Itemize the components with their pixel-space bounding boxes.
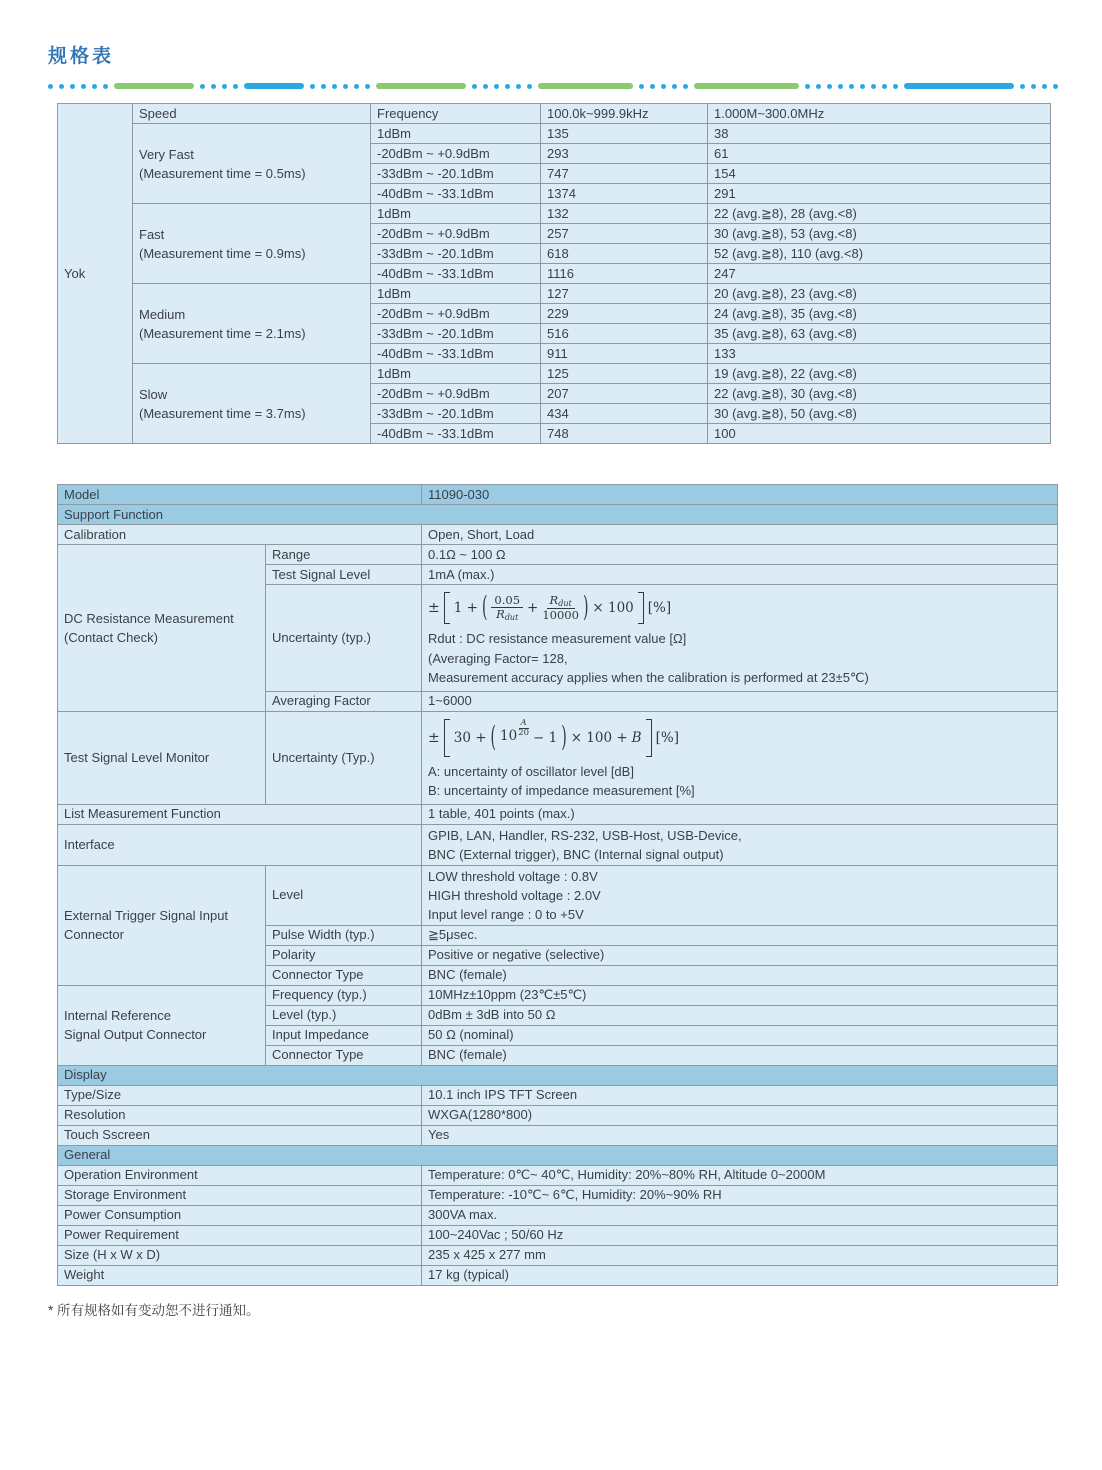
table-row xyxy=(58,284,1051,304)
table-row xyxy=(58,1185,1058,1205)
dc-uncertainty-cell: ± 1 + ( $\frac{0.05}{\text{Rdut}}$ + $\frac{\text{Rdut}}{10000}$ ) × 100 [%] Rdut : DC resistance measurement value [Ω] (Averaging Factor= 128, Measurement accuracy applies when the calibration is performed at 23±5℃) xyxy=(422,585,1058,692)
value-cell: 22 (avg.≧8), 30 (avg.<8) xyxy=(708,384,1051,404)
group-name: Fast xyxy=(139,226,165,242)
spec-table xyxy=(57,484,1058,1286)
value-cell: 747 xyxy=(541,164,708,184)
table-row xyxy=(58,364,1051,384)
sub-label: Level (typ.) xyxy=(266,1005,422,1025)
value-cell: 35 (avg.≧8), 63 (avg.<8) xyxy=(708,324,1051,344)
tsl-uncertainty-cell: ± 30 + ( 10 A 20 − 1 ) × 100 + B [%] A: uncertainty of oscillator level [dB] B: uncertainty of impedance measurement [%] xyxy=(422,711,1058,804)
dc-resistance-label: DC Resistance Measurement (Contact Check) xyxy=(58,545,266,712)
sub-label: Pulse Width (typ.) xyxy=(266,925,422,945)
row-value: Yes xyxy=(422,1125,1058,1145)
level-cell: -40dBm ~ -33.1dBm xyxy=(371,264,541,284)
row-value: 50 Ω (nominal) xyxy=(422,1025,1058,1045)
table-row xyxy=(58,1245,1058,1265)
row-label: Operation Environment xyxy=(58,1165,422,1185)
footnote: * 所有规格如有变动恕不进行通知。 xyxy=(48,1302,260,1318)
group-name: Medium xyxy=(139,306,186,322)
dc-uncertainty-formula: ± 1 + ( $\frac{0.05}{\text{Rdut}}$ + $\frac{\text{Rdut}}{10000}$ ) × 100 [%] xyxy=(428,592,672,624)
sub-label: Connector Type xyxy=(266,965,422,985)
table-row xyxy=(58,104,1051,124)
right-square-bracket xyxy=(646,719,652,757)
row-value: Positive or negative (selective) xyxy=(422,945,1058,965)
value-cell: 30 (avg.≧8), 50 (avg.<8) xyxy=(708,404,1051,424)
level-cell: -20dBm ~ +0.9dBm xyxy=(371,144,541,164)
ext-trigger-label: External Trigger Signal Input Connector xyxy=(58,865,266,985)
sub-label: Test Signal Level xyxy=(266,565,422,585)
group-label-slow xyxy=(133,364,371,444)
table-row xyxy=(58,1085,1058,1105)
sub-label: Polarity xyxy=(266,945,422,965)
left-square-bracket xyxy=(444,719,450,757)
corner-cell: Yok xyxy=(58,104,133,444)
model-value: 11090-030 xyxy=(422,485,1058,505)
row-value: Temperature: -10℃~ 6℃, Humidity: 20%~90% RH xyxy=(422,1185,1058,1205)
value-cell: 19 (avg.≧8), 22 (avg.<8) xyxy=(708,364,1051,384)
header-band-2: 1.000M~300.0MHz xyxy=(708,104,1051,124)
section-display: Display xyxy=(58,1065,1058,1085)
value-cell: 52 (avg.≧8), 110 (avg.<8) xyxy=(708,244,1051,264)
section-support-function: Support Function xyxy=(58,505,1058,525)
value-cell: 30 (avg.≧8), 53 (avg.<8) xyxy=(708,224,1051,244)
section-row xyxy=(58,1145,1058,1165)
row-value: WXGA(1280*800) xyxy=(422,1105,1058,1125)
value-cell: 293 xyxy=(541,144,708,164)
value-cell: 291 xyxy=(708,184,1051,204)
level-cell: -20dBm ~ +0.9dBm xyxy=(371,384,541,404)
table-row xyxy=(58,124,1051,144)
level-cell: -20dBm ~ +0.9dBm xyxy=(371,304,541,324)
level-cell: -40dBm ~ -33.1dBm xyxy=(371,184,541,204)
left-square-bracket xyxy=(444,592,450,624)
table-row xyxy=(58,545,1058,565)
value-cell: 257 xyxy=(541,224,708,244)
table-row xyxy=(58,1265,1058,1285)
group-time: (Measurement time = 0.9ms) xyxy=(139,245,306,261)
level-cell: 1dBm xyxy=(371,124,541,144)
row-label: Power Consumption xyxy=(58,1205,422,1225)
row-value: ≧5μsec. xyxy=(422,925,1058,945)
value-cell: 20 (avg.≧8), 23 (avg.<8) xyxy=(708,284,1051,304)
table-row xyxy=(58,204,1051,224)
table-row xyxy=(58,1205,1058,1225)
value-cell: 247 xyxy=(708,264,1051,284)
table-row xyxy=(58,525,1058,545)
group-time: (Measurement time = 2.1ms) xyxy=(139,325,306,341)
value-cell: 434 xyxy=(541,404,708,424)
row-label: Size (H x W x D) xyxy=(58,1245,422,1265)
level-cell: 1dBm xyxy=(371,284,541,304)
value-cell: 61 xyxy=(708,144,1051,164)
row-value: 235 x 425 x 277 mm xyxy=(422,1245,1058,1265)
value-cell: 229 xyxy=(541,304,708,324)
row-value: 10.1 inch IPS TFT Screen xyxy=(422,1085,1058,1105)
value-cell: 125 xyxy=(541,364,708,384)
row-value: BNC (female) xyxy=(422,965,1058,985)
header-frequency: Frequency xyxy=(371,104,541,124)
level-cell: -33dBm ~ -20.1dBm xyxy=(371,164,541,184)
model-label: Model xyxy=(58,485,422,505)
level-cell: -40dBm ~ -33.1dBm xyxy=(371,424,541,444)
value-cell: 22 (avg.≧8), 28 (avg.<8) xyxy=(708,204,1051,224)
value-cell: 748 xyxy=(541,424,708,444)
level-cell: -33dBm ~ -20.1dBm xyxy=(371,244,541,264)
row-value: 1mA (max.) xyxy=(422,565,1058,585)
level-cell: -40dBm ~ -33.1dBm xyxy=(371,344,541,364)
value-cell: 516 xyxy=(541,324,708,344)
group-time: (Measurement time = 3.7ms) xyxy=(139,405,306,421)
row-value: 1 table, 401 points (max.) xyxy=(422,804,1058,824)
row-value: 10MHz±10ppm (23℃±5℃) xyxy=(422,985,1058,1005)
section-row xyxy=(58,1065,1058,1085)
row-label: Interface xyxy=(58,824,422,865)
row-label: Resolution xyxy=(58,1105,422,1125)
value-cell: 132 xyxy=(541,204,708,224)
value-cell: 127 xyxy=(541,284,708,304)
section-row xyxy=(58,505,1058,525)
row-label: Weight xyxy=(58,1265,422,1285)
group-label-medium xyxy=(133,284,371,364)
value-cell: 618 xyxy=(541,244,708,264)
value-cell: 133 xyxy=(708,344,1051,364)
group-time: (Measurement time = 0.5ms) xyxy=(139,165,306,181)
decorative-divider xyxy=(48,82,1058,90)
table-row xyxy=(58,1105,1058,1125)
level-cell: 1dBm xyxy=(371,204,541,224)
value-cell: 1374 xyxy=(541,184,708,204)
sub-label: Frequency (typ.) xyxy=(266,985,422,1005)
int-reference-label: Internal Reference Signal Output Connector xyxy=(58,985,266,1065)
header-speed: Speed xyxy=(133,104,371,124)
section-general: General xyxy=(58,1145,1058,1165)
table-row xyxy=(58,1225,1058,1245)
value-cell: 24 (avg.≧8), 35 (avg.<8) xyxy=(708,304,1051,324)
page-title: 规格表 xyxy=(48,46,115,67)
level-value: LOW threshold voltage : 0.8V HIGH threshold voltage : 2.0V Input level range : 0 to +5V xyxy=(422,865,1058,925)
group-label-fast xyxy=(133,204,371,284)
header-band-1: 100.0k~999.9kHz xyxy=(541,104,708,124)
row-value: BNC (female) xyxy=(422,1045,1058,1065)
value-cell: 154 xyxy=(708,164,1051,184)
row-value: 17 kg (typical) xyxy=(422,1265,1058,1285)
sub-label: Uncertainty (typ.) xyxy=(266,585,422,692)
table-row xyxy=(58,711,1058,804)
value-cell: 911 xyxy=(541,344,708,364)
level-cell: -33dBm ~ -20.1dBm xyxy=(371,404,541,424)
value-cell: 1116 xyxy=(541,264,708,284)
table-row xyxy=(58,865,1058,925)
table-row xyxy=(58,1165,1058,1185)
row-label: Storage Environment xyxy=(58,1185,422,1205)
sub-label: Input Impedance xyxy=(266,1025,422,1045)
sub-label: Range xyxy=(266,545,422,565)
row-label: Calibration xyxy=(58,525,422,545)
table-row xyxy=(58,1125,1058,1145)
row-value: 1~6000 xyxy=(422,691,1058,711)
group-name: Very Fast xyxy=(139,146,194,162)
interface-value: GPIB, LAN, Handler, RS-232, USB-Host, USB-Device, BNC (External trigger), BNC (Internal signal output) xyxy=(422,824,1058,865)
group-name: Slow xyxy=(139,386,168,402)
row-value: Temperature: 0℃~ 40℃, Humidity: 20%~80% RH, Altitude 0~2000M xyxy=(422,1165,1058,1185)
right-square-bracket xyxy=(638,592,644,624)
tsl-monitor-label: Test Signal Level Monitor xyxy=(58,711,266,804)
value-cell: 207 xyxy=(541,384,708,404)
row-label: List Measurement Function xyxy=(58,804,422,824)
table-row xyxy=(58,985,1058,1005)
group-label-very-fast xyxy=(133,124,371,204)
sub-label: Connector Type xyxy=(266,1045,422,1065)
table-row xyxy=(58,804,1058,824)
row-value: 100~240Vac ; 50/60 Hz xyxy=(422,1225,1058,1245)
value-cell: 100 xyxy=(708,424,1051,444)
table-row xyxy=(58,485,1058,505)
level-cell: -20dBm ~ +0.9dBm xyxy=(371,224,541,244)
row-label: Type/Size xyxy=(58,1085,422,1105)
row-label: Touch Sscreen xyxy=(58,1125,422,1145)
value-cell: 135 xyxy=(541,124,708,144)
table-row xyxy=(58,824,1058,865)
row-value: 300VA max. xyxy=(422,1205,1058,1225)
sub-label: Level xyxy=(266,865,422,925)
row-label: Power Requirement xyxy=(58,1225,422,1245)
level-cell: -33dBm ~ -20.1dBm xyxy=(371,324,541,344)
value-cell: 38 xyxy=(708,124,1051,144)
row-value: Open, Short, Load xyxy=(422,525,1058,545)
level-cell: 1dBm xyxy=(371,364,541,384)
sub-label: Uncertainty (Typ.) xyxy=(266,711,422,804)
row-value: 0dBm ± 3dB into 50 Ω xyxy=(422,1005,1058,1025)
sub-label: Averaging Factor xyxy=(266,691,422,711)
tsl-uncertainty-formula: ± 30 + ( 10 A 20 − 1 ) × 100 + B [%] xyxy=(428,716,1051,760)
speed-table xyxy=(57,103,1051,444)
row-value: 0.1Ω ~ 100 Ω xyxy=(422,545,1058,565)
